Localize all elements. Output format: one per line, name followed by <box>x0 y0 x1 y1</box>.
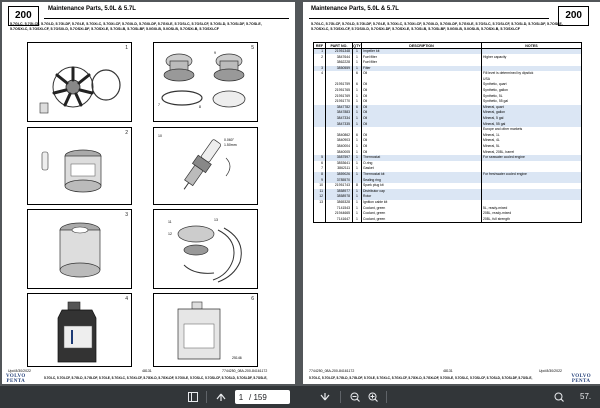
figure-number: 13 <box>214 218 218 222</box>
cell-part-no: 21951769 <box>326 94 353 100</box>
cell-notes: Europe and other markets <box>482 127 582 133</box>
coolant-illustration <box>154 294 259 368</box>
total-pages: / 159 <box>249 392 267 402</box>
footer-doc: 7744250_08A-200-84161172 <box>309 369 355 373</box>
figure-number: 1 <box>125 45 128 51</box>
cell-qty: 1 <box>353 60 362 66</box>
figure-number: 12 <box>168 232 172 236</box>
cell-description: Oil <box>362 99 482 105</box>
parts-table <box>313 42 582 223</box>
cell-ref: 1 <box>314 49 326 55</box>
footer-doc: 7744250_08A-200-84161172 <box>222 369 268 373</box>
cell-description: O-ring <box>362 161 482 167</box>
cell-qty: 1 <box>353 110 362 116</box>
figure-thermostat <box>153 42 258 122</box>
cell-description: Fuel filter <box>362 54 482 60</box>
cell-part-no: 3847782 <box>326 105 353 111</box>
sidebar-toggle-button[interactable] <box>186 390 200 404</box>
figure-number: 5 <box>251 45 254 51</box>
cell-qty: 8 <box>353 183 362 189</box>
figure-impeller <box>27 42 132 122</box>
cell-notes: Mineral, 5L <box>482 144 582 150</box>
cell-ref: 5 <box>314 155 326 161</box>
figure-number: 6 <box>251 296 254 302</box>
magnifier-icon <box>554 392 564 402</box>
cell-description: Fuel filter <box>362 60 482 66</box>
col-notes: NOTES <box>482 43 582 49</box>
cell-part-no: 3840862 <box>326 133 353 139</box>
cell-notes: Synthetic, quart <box>482 82 582 88</box>
spark-gap-in: 0.060" <box>224 138 235 142</box>
cell-description: Oil <box>362 88 482 94</box>
volvo-penta-logo: VOLVO PENTA <box>571 374 591 384</box>
cell-notes: 5L, ready-mixed <box>482 205 582 211</box>
cell-description: Spark plug kit <box>362 183 482 189</box>
cell-part-no: 3847883 <box>326 110 353 116</box>
fuel-filter-illustration <box>28 128 133 206</box>
impeller-illustration <box>28 43 133 123</box>
model-line: 5.7OSXi-C, 5.7OSXi-CF, 5.7OSXi-D, 5.7OSXi-DF, 5.7OSXi-E, 5.7OSi-B, 5.7OSi-BF, 5.0GXi-B, 5.0OSi-B, 5.7OSXi-B, 5.7OSXi-CF <box>311 27 520 31</box>
pdf-toolbar <box>0 386 600 408</box>
cell-qty: 6 <box>353 105 362 111</box>
cell-description: Oil <box>362 138 482 144</box>
cell-qty: 1 <box>353 200 362 206</box>
cell-qty: 6 <box>353 133 362 139</box>
oil-bottle-illustration <box>28 294 133 368</box>
cell-qty: 1 <box>353 99 362 105</box>
cell-qty: 6 <box>353 82 362 88</box>
cell-description: Filter <box>362 66 482 72</box>
cell-notes: Mineral, 55 gal <box>482 122 582 128</box>
figure-number: 9 <box>214 51 216 55</box>
cell-qty: 1 <box>353 194 362 200</box>
cell-part-no: 3850559 <box>326 66 353 72</box>
figure-coolant <box>153 293 258 367</box>
header-rule <box>44 18 289 19</box>
cell-part-no: 21951765 <box>326 88 353 94</box>
cell-part-no: 3840004 <box>326 144 353 150</box>
cell-part-no: 21951743 <box>326 183 353 189</box>
cell-notes: For freshwater cooled engine <box>482 172 582 178</box>
zoom-in-button[interactable] <box>366 390 380 404</box>
cell-ref: 9 <box>314 177 326 183</box>
cell-qty: 1 <box>353 54 362 60</box>
model-list <box>10 22 290 32</box>
cell-part-no: 3785570 <box>326 177 353 183</box>
cell-description: Impeller kit <box>362 49 482 55</box>
cell-ref: 12 <box>314 194 326 200</box>
model-line: 5.7OSXi-C, 5.7OSXi-CF, 5.7OSXi-D, 5.7OSXi-DF, 5.7OSXi-E, 5.7OSi-B, 5.7OSi-BF, 5.0GXi-B, 5.0OSi-B, 5.7OSXi-B, 5.7OSXi-CF <box>10 27 219 31</box>
cell-part-no: 3847334 <box>326 116 353 122</box>
cell-notes: Mineral, 208L, barrel <box>482 150 582 156</box>
arrow-up-icon <box>216 392 226 402</box>
figure-number: 2 <box>125 130 128 136</box>
figure-number: 8 <box>199 105 201 109</box>
cell-description: Oil <box>362 116 482 122</box>
next-page-button[interactable] <box>318 390 332 404</box>
toolbar-divider <box>206 391 207 403</box>
cell-part-no: 21944665 <box>326 211 353 217</box>
cell-ref: 13 <box>314 200 326 206</box>
col-description: DESCRIPTION <box>362 43 482 49</box>
cell-part-no: 7141647 <box>326 217 353 223</box>
cell-part-no: 21951770 <box>326 99 353 105</box>
cell-description: Oil <box>362 105 482 111</box>
cell-qty: 1 <box>353 122 362 128</box>
zoom-in-icon <box>368 392 378 402</box>
figure-spark-plug <box>153 127 258 205</box>
col-part-no: PART NO. <box>326 43 353 49</box>
cell-description: Rotor <box>362 194 482 200</box>
cell-part-no: 3865328 <box>326 200 353 206</box>
cell-ref: 7 <box>314 166 326 172</box>
cell-notes: Mineral, 5 gal <box>482 116 582 122</box>
cell-qty: 1 <box>353 144 362 150</box>
next-page-edge <box>595 2 600 384</box>
cell-qty: 1 <box>353 189 362 195</box>
footer-page: 48131 <box>443 369 453 373</box>
figure-number: 4 <box>125 296 128 302</box>
cell-part-no: 3862111 <box>326 166 353 172</box>
cell-notes: Synthetic, 55 gal <box>482 99 582 105</box>
cell-qty: 1 <box>353 138 362 144</box>
cell-notes: 208L, ready-mixed <box>482 211 582 217</box>
cell-description: Oil <box>362 144 482 150</box>
figure-number: 3 <box>125 212 128 218</box>
volvo-penta-logo: VOLVO PENTA <box>6 374 26 384</box>
thermostat-illustration <box>154 43 259 123</box>
cell-description: Oil <box>362 94 482 100</box>
cell-qty: 1 <box>353 49 362 55</box>
cell-qty: 1 <box>353 166 362 172</box>
cell-description: Thermostat <box>362 155 482 161</box>
cell-ref: 6 <box>314 161 326 167</box>
oil-filter-illustration <box>28 210 133 290</box>
cell-notes: 208L, full strength <box>482 217 582 223</box>
cell-part-no: 3847335 <box>326 122 353 128</box>
cell-qty: 1 <box>353 211 362 217</box>
cell-ref: 4 <box>314 71 326 77</box>
header-rule <box>309 18 549 19</box>
toolbar-divider <box>386 391 387 403</box>
arrow-down-icon <box>320 392 330 402</box>
cell-description: Oil <box>362 133 482 139</box>
cell-part-no: 3840005 <box>326 150 353 156</box>
spark-plug-illustration <box>154 128 259 206</box>
figure-number: 10 <box>158 134 162 138</box>
footer-models: 5.7GI-C, 5.7GI-CF, 5.7GI-D, 5.7GI-DF, 5.7GI-E, 5.7GXi-C, 5.7GXi-CF, 5.7GXi-D, 5.7GXi-DF, 5.7GXi-E, 5.7OSi-C, 5.7OSi-CF, 5.7OSi-D, 5.7OSi-DF, 5.7OSi-E, <box>44 376 268 380</box>
cell-description: Coolant, green <box>362 217 482 223</box>
cell-notes: Higher capacity <box>482 54 582 60</box>
cell-qty: 6 <box>353 71 362 77</box>
cell-qty: 1 <box>353 94 362 100</box>
previous-page-button[interactable] <box>214 390 228 404</box>
figure-id: 25146 <box>232 356 242 360</box>
cell-description: Thermostat kit <box>362 172 482 178</box>
cell-qty: 1 <box>353 161 362 167</box>
zoom-out-icon <box>350 392 360 402</box>
cell-ref: 10 <box>314 183 326 189</box>
parts-table-body <box>314 49 582 223</box>
figure-oil-bottle <box>27 293 132 367</box>
cell-part-no: 7141543 <box>326 205 353 211</box>
cell-description: Oil <box>362 150 482 156</box>
sidebar-icon <box>188 392 198 402</box>
cell-notes: Synthetic, gallon <box>482 88 582 94</box>
cell-part-no: 3840903 <box>326 138 353 144</box>
cell-qty: 1 <box>353 116 362 122</box>
model-line: 5.7GI-C, 5.7GI-CF, 5.7GI-D, 5.7GI-DF, 5.7GI-E, 5.7GXi-C, 5.7GXi-CF, 5.7GXi-D, 5.7GXi-DF, 5.7GXi-E, 5.7OSi-C, 5.7OSi-CF, 5.7OSi-D, 5.7OSi-DF, 5.7OSi-E, <box>311 22 563 26</box>
cell-part-no: 21951759 <box>326 82 353 88</box>
right-page <box>303 2 595 384</box>
table-row <box>314 217 582 223</box>
spark-gap-mm: 1.50mm <box>224 143 237 147</box>
col-ref: REF <box>314 43 326 49</box>
model-line: 5.7GI-C, 5.7GI-CF, 5.7GI-D, 5.7GI-DF, 5.7GI-E, 5.7GXi-C, 5.7GXi-CF, 5.7GXi-D, 5.7GXi-DF, 5.7GXi-E, 5.7OSi-C, 5.7OSi-CF, 5.7OSi-D, 5.7OSi-DF, 5.7OSi-E, <box>10 22 262 26</box>
cell-notes: Mineral, quart <box>482 105 582 111</box>
cell-part-no: 3847644 <box>326 54 353 60</box>
cell-notes: Fill level is determined by dipstick <box>482 71 582 77</box>
cell-notes: Synthetic, 5L <box>482 94 582 100</box>
footer-models: 5.7GI-C, 5.7GI-CF, 5.7GI-D, 5.7GI-DF, 5.7GI-E, 5.7GXi-C, 5.7GXi-CF, 5.7GXi-D, 5.7GXi-DF, 5.7GXi-E, 5.7OSi-C, 5.7OSi-CF, 5.7OSi-D, 5.7OSi-DF, 5.7OSi-E, <box>309 376 533 380</box>
figure-oil-filter <box>27 209 132 289</box>
cell-qty: 1 <box>353 66 362 72</box>
cell-ref: 2 <box>314 54 326 60</box>
cell-ref: 11 <box>314 189 326 195</box>
cell-description: Oil <box>362 82 482 88</box>
cell-description: Oil <box>362 122 482 128</box>
model-list <box>311 22 591 32</box>
cell-ref <box>314 217 326 223</box>
cell-qty: 1 <box>353 155 362 161</box>
cell-notes: Mineral, 4L <box>482 138 582 144</box>
toolbar-divider <box>340 391 341 403</box>
cell-notes: For seawater cooled engine <box>482 155 582 161</box>
cell-qty: 1 <box>353 88 362 94</box>
cell-description: Oil <box>362 110 482 116</box>
zoom-out-button[interactable] <box>348 390 362 404</box>
cell-ref: 3 <box>314 66 326 72</box>
cell-part-no: 3858977 <box>326 189 353 195</box>
cell-description: Ignition cable kit <box>362 200 482 206</box>
cell-qty: 1 <box>353 217 362 223</box>
page-title: Maintenance Parts, 5.0L & 5.7L <box>48 6 136 12</box>
cell-part-no: 3862228 <box>326 60 353 66</box>
footer-page: 48131 <box>142 369 152 373</box>
cell-part-no: 21951348 <box>326 49 353 55</box>
cell-qty: 1 <box>353 150 362 156</box>
cell-description: Coolant, green <box>362 211 482 217</box>
cell-notes: USA <box>482 77 582 83</box>
cell-part-no: 3859026 <box>326 172 353 178</box>
cell-description: Oil <box>362 71 482 77</box>
cell-ref: 8 <box>314 172 326 178</box>
col-qty: QTY <box>353 43 361 48</box>
page-title: Maintenance Parts, 5.0L & 5.7L <box>311 6 399 12</box>
cell-description: Coolant, green <box>362 205 482 211</box>
cell-qty: 1 <box>353 172 362 178</box>
left-page <box>2 2 295 384</box>
figure-number: 7 <box>158 103 160 107</box>
cell-description: Distributor cap <box>362 189 482 195</box>
figure-ignition <box>153 209 258 289</box>
figure-number: 11 <box>168 220 172 224</box>
section-number: 200 <box>8 6 39 26</box>
cell-part-no: 3853641 <box>326 161 353 167</box>
section-number: 200 <box>558 6 589 26</box>
cell-notes: Mineral, 1L <box>482 133 582 139</box>
zoom-menu-button[interactable] <box>552 390 566 404</box>
cell-notes: Mineral, gallon <box>482 110 582 116</box>
figure-fuel-filter <box>27 127 132 205</box>
cell-description: Sealing ring <box>362 177 482 183</box>
cell-part-no: 3858978 <box>326 194 353 200</box>
page-number-field[interactable] <box>235 390 290 404</box>
cell-part-no: 3587597 <box>326 155 353 161</box>
zoom-level[interactable]: 57. <box>580 392 592 401</box>
footer-date: Upd:8/30/2022 <box>539 369 562 373</box>
cell-description: Gasket <box>362 166 482 172</box>
footer-date: Upd:8/30/2022 <box>8 369 31 373</box>
cell-qty: 1 <box>353 205 362 211</box>
current-page-input[interactable]: 1 <box>238 392 244 402</box>
